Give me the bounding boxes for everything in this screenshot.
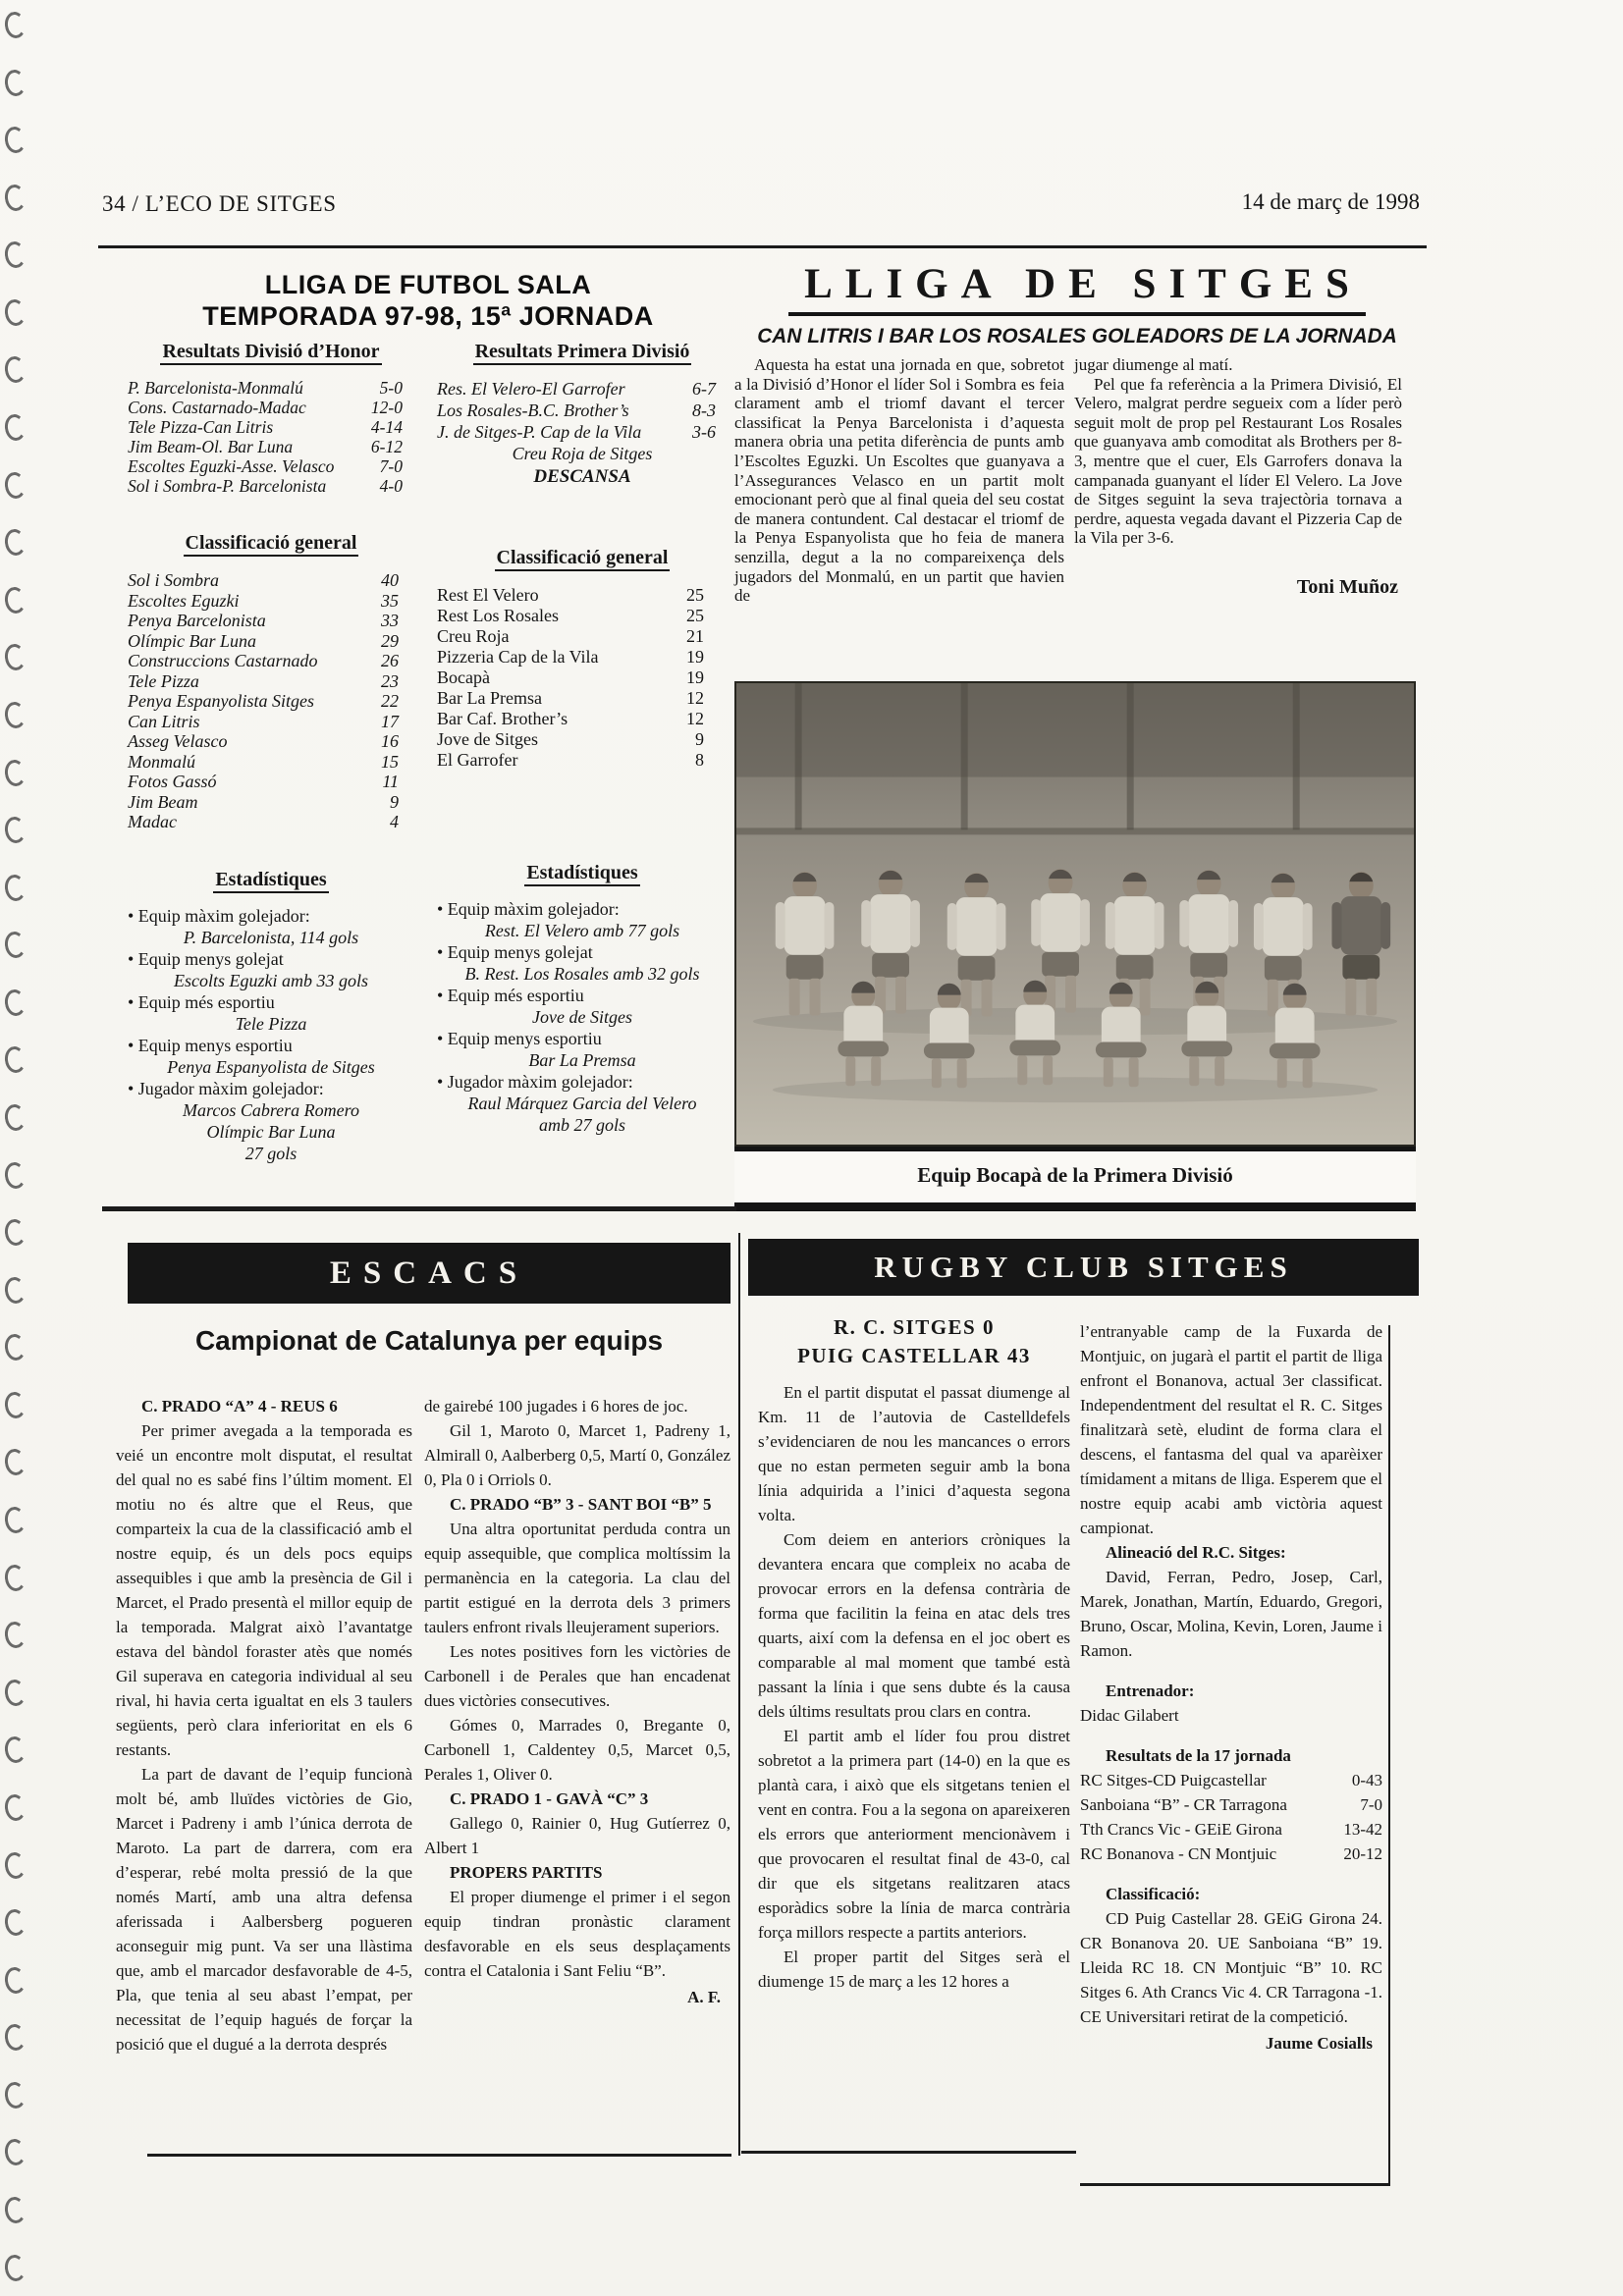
text-block: David, Ferran, Pedro, Josep, Carl, Marek, Jonathan, Martín, Eduardo, Gregori, Bruno, Oscar, Molina, Kevin, Loren, Jaume i Ramon. bbox=[1080, 1568, 1382, 1660]
primera-results-list bbox=[437, 378, 728, 443]
classification-row bbox=[437, 729, 728, 750]
text-block: El proper diumenge el primer i el segon equip tindran pronàstic clarament desfavorable en els seus desplaçaments contra el Catalonia i Sant Feliu “B”. bbox=[424, 1888, 730, 1980]
match-score: 5-0 bbox=[379, 378, 403, 398]
vertical-rule-right bbox=[1388, 1325, 1390, 2185]
escacs-column-2 bbox=[424, 1394, 730, 2026]
classification-row bbox=[437, 626, 728, 647]
classification-row bbox=[437, 750, 728, 771]
text-block: El proper partit del Sitges serà el diumenge 15 de març a les 12 hores a bbox=[758, 1948, 1070, 1991]
team-name: El Garrofer bbox=[437, 750, 518, 770]
binding-ring-mark bbox=[3, 355, 27, 385]
stat-line: • Equip més esportiu bbox=[437, 986, 584, 1005]
rugby-results-list bbox=[1080, 1768, 1382, 1866]
text-block: Classificació: bbox=[1106, 1885, 1201, 1903]
match-teams: Escoltes Eguzki-Asse. Velasco bbox=[128, 456, 335, 476]
match-teams: Sanboiana “B” - CR Tarragona bbox=[1080, 1795, 1287, 1814]
team-points: 19 bbox=[686, 647, 704, 667]
team-name: Bar La Premsa bbox=[437, 688, 542, 708]
match-score: 7-0 bbox=[379, 456, 403, 476]
stat-line: Escolts Eguzki amb 33 gols bbox=[174, 970, 368, 990]
classification-row bbox=[437, 667, 728, 688]
escacs-subtitle: Campionat de Catalunya per equips bbox=[194, 1325, 664, 1356]
stat-line: • Equip menys golejat bbox=[437, 942, 593, 962]
header-rule bbox=[98, 245, 1427, 248]
team-photo bbox=[734, 681, 1416, 1147]
classification-row bbox=[128, 752, 414, 773]
stat-line: amb 27 gols bbox=[538, 1115, 625, 1135]
match-score: 13-42 bbox=[1343, 1820, 1382, 1839]
team-name: Rest El Velero bbox=[437, 585, 539, 605]
team-name: Creu Roja bbox=[437, 626, 510, 646]
classification-row bbox=[128, 570, 414, 591]
binding-ring-mark bbox=[3, 2138, 27, 2167]
text-block: El partit amb el líder fou prou distret sobretot a la primera part (14-0) en la que es plantà cara, i això que els sitgetans tenien el vent en contra. Fou a la segona on apareixeren els errors que anteriorment mencionàvem i que provocaren el resultat final de 43-0, cal dir que els sitgetans realitzaren atacs esporàdics sobre la línia de marca contrària força millors respecte a partits anteriors. bbox=[758, 1727, 1070, 1942]
classification-row bbox=[437, 606, 728, 626]
classification-row bbox=[128, 712, 414, 732]
binding-ring-mark bbox=[3, 1448, 27, 1477]
article-byline: Toni Muñoz bbox=[1296, 575, 1398, 598]
team-points: 15 bbox=[381, 751, 399, 772]
team-points: 40 bbox=[381, 570, 399, 590]
team-name: Penya Barcelonista bbox=[128, 611, 266, 630]
classification-row bbox=[128, 772, 414, 792]
team-name: Construccions Castarnado bbox=[128, 651, 318, 670]
article-paragraph: Pel que fa referència a la Primera Divisió, El Velero, malgrat perdre segueix com a líder però seguit molt de prop pel Restaurant Los Rosales que guanyava amb comoditat als Brothers per 8-3, mentre que el cuer, Els Garrofers donava la campanada guanyant el líder El Velero. La Jove de Sitges seguint la seva trajectòria tornava a perdre, aquesta vegada davant el Pizzeria Cap de la Vila per 3-6. bbox=[1074, 374, 1402, 548]
classification-row bbox=[437, 647, 728, 667]
match-score: 4-14 bbox=[370, 417, 403, 437]
text-block: Alineació del R.C. Sitges: bbox=[1106, 1543, 1286, 1562]
binding-ring-mark bbox=[3, 183, 27, 212]
binding-ring-mark bbox=[3, 931, 27, 960]
team-points: 9 bbox=[695, 729, 704, 749]
bottom-rule-escacs bbox=[147, 2154, 731, 2157]
text-block: Resultats de la 17 jornada bbox=[1106, 1746, 1291, 1765]
team-name: Sol i Sombra bbox=[128, 570, 220, 590]
team-name: Escoltes Eguzki bbox=[128, 590, 240, 611]
team-points: 17 bbox=[381, 711, 399, 731]
match-teams: J. de Sitges-P. Cap de la Vila bbox=[437, 422, 642, 442]
text-block: l’entranyable camp de la Fuxarda de Montjuic, on jugarà el partit el partit de lliga enfront el Bonanova, actual 3er classificat. Independentment del resultat el R. C. Sitges finalitzarà setè, eludint de forma clara el descens, el fantasma del qual va aparèixer tímidament a mitans de lliga. Esperem que el nostre equip acabi amb victòria aquest campionat. bbox=[1080, 1322, 1382, 1537]
text-block: C. PRADO “B” 3 - SANT BOI “B” 5 bbox=[450, 1495, 712, 1514]
binding-ring-mark bbox=[3, 1850, 27, 1880]
honor-results-heading: Resultats Divisió d’Honor bbox=[128, 340, 414, 363]
classification-row bbox=[128, 792, 414, 813]
classification-row bbox=[128, 812, 414, 832]
stat-line: P. Barcelonista, 114 gols bbox=[183, 927, 359, 947]
binding-ring-mark bbox=[3, 1621, 27, 1650]
team-name: Rest Los Rosales bbox=[437, 606, 559, 625]
match-teams: Los Rosales-B.C. Brother’s bbox=[437, 400, 629, 420]
classification-row bbox=[437, 585, 728, 606]
classification-row bbox=[128, 651, 414, 671]
match-score: 12-0 bbox=[370, 398, 403, 417]
text-block: C. PRADO “A” 4 - REUS 6 bbox=[141, 1397, 338, 1415]
match-score: 6-12 bbox=[370, 437, 403, 456]
rugby-result-row bbox=[1080, 1792, 1382, 1817]
team-points: 22 bbox=[381, 691, 399, 711]
honor-stats-list bbox=[128, 905, 414, 1164]
result-row bbox=[128, 378, 414, 398]
stat-line: Jove de Sitges bbox=[532, 1007, 632, 1027]
binding-ring-mark bbox=[3, 1678, 27, 1707]
binding-ring-mark bbox=[3, 988, 27, 1017]
team-name: Asseg Velasco bbox=[128, 731, 228, 751]
rugby-banner: RUGBY CLUB SITGES bbox=[748, 1239, 1419, 1296]
binding-ring-mark bbox=[3, 816, 27, 845]
text-block: Didac Gilabert bbox=[1080, 1706, 1179, 1725]
classification-row bbox=[128, 591, 414, 612]
stat-line: • Equip màxim golejador: bbox=[128, 905, 310, 926]
match-score: 6-7 bbox=[692, 379, 716, 399]
team-name: Monmalú bbox=[128, 751, 195, 772]
text-block: Gil 1, Maroto 0, Marcet 1, Padreny 1, Almirall 0, Aalberberg 0,5, Martí 0, González 0, Pla 0 i Orriols 0. bbox=[424, 1421, 730, 1489]
text-block: Com deiem en anteriors cròniques la devantera encara que compleix no acaba de provocar errors en la defensa contrària de forma que facilitin la feina en atac dels tres quarts, així com la defensa en el joc obert es comparable al mal moment que també està passant la línia i que sens dubte és la causa dels últims resultats prou clars en contra. bbox=[758, 1530, 1070, 1721]
futsal-title-line1: LLIGA DE FUTBOL SALA bbox=[264, 270, 592, 299]
team-points: 16 bbox=[381, 731, 399, 751]
rugby-match-line2: PUIG CASTELLAR 43 bbox=[797, 1344, 1031, 1367]
classification-row bbox=[437, 709, 728, 729]
team-points: 25 bbox=[686, 585, 704, 605]
rest-note-team: Creu Roja de Sitges bbox=[512, 444, 653, 463]
binding-ring-mark bbox=[3, 413, 27, 443]
match-score: 3-6 bbox=[692, 422, 716, 442]
stat-line: • Equip menys esportiu bbox=[437, 1029, 602, 1048]
team-name: Pizzeria Cap de la Vila bbox=[437, 647, 599, 667]
primera-stats-heading: Estadístiques bbox=[437, 861, 728, 884]
binding-ring-mark bbox=[3, 1563, 27, 1592]
photo-caption: Equip Bocapà de la Primera Divisió bbox=[734, 1147, 1416, 1211]
team-points: 12 bbox=[686, 709, 704, 728]
classification-row bbox=[128, 691, 414, 712]
binding-ring-mark bbox=[3, 68, 27, 97]
escacs-banner: ESCACS bbox=[128, 1243, 730, 1304]
rugby-column-2-top bbox=[1080, 1319, 1382, 1768]
team-name: Jim Beam bbox=[128, 791, 198, 812]
rugby-column-2-bottom bbox=[1080, 1882, 1382, 2056]
match-teams: Jim Beam-Ol. Bar Luna bbox=[128, 437, 294, 456]
text-block: Gallego 0, Rainier 0, Hug Gutíerrez 0, Albert 1 bbox=[424, 1814, 730, 1857]
binding-ring-mark bbox=[3, 1965, 27, 1995]
binding-ring-mark bbox=[3, 240, 27, 270]
stat-line: Tele Pizza bbox=[235, 1013, 307, 1034]
text-block: Una altra oportunitat perduda contra un equip assequible, que complica moltíssim la permanència en la categoria. La clau del partit estigué en la derrota dels 3 primers taulers enfront rivals lleujerament superiors. bbox=[424, 1520, 730, 1636]
classification-row bbox=[437, 688, 728, 709]
team-points: 21 bbox=[686, 626, 704, 646]
rugby-column-1 bbox=[758, 1380, 1070, 1994]
stat-line: Penya Espanyolista de Sitges bbox=[167, 1056, 375, 1077]
binding-ring-mark bbox=[3, 585, 27, 614]
match-teams: RC Sitges-CD Puigcastellar bbox=[1080, 1771, 1267, 1789]
text-block: CD Puig Castellar 28. GEiG Girona 24. CR Bonanova 20. UE Sanboiana “B” 19. Lleida RC 18. CN Montjuic “B” 10. RC Sitges 6. Ath Crancs Vic 4. CR Tarragona -1. CE Universitari retirat de la competició. bbox=[1080, 1909, 1382, 2026]
primera-classification-list bbox=[437, 585, 728, 771]
team-name: Jove de Sitges bbox=[437, 729, 538, 749]
stat-line: Marcos Cabrera Romero bbox=[183, 1099, 359, 1120]
binding-ring-mark bbox=[3, 2023, 27, 2053]
binding-ring-mark bbox=[3, 298, 27, 328]
team-points: 33 bbox=[381, 611, 399, 630]
stat-line: B. Rest. Los Rosales amb 32 gols bbox=[464, 964, 700, 984]
lliga-subheadline: CAN LITRIS I BAR LOS ROSALES GOLEADORS DE LA JORNADA bbox=[757, 324, 1397, 347]
result-row bbox=[437, 421, 728, 443]
result-row bbox=[437, 400, 728, 421]
honor-classification-list bbox=[128, 570, 414, 832]
binding-ring-mark bbox=[3, 1908, 27, 1938]
binding-ring-mark bbox=[3, 528, 27, 558]
futsal-honor-column bbox=[128, 340, 414, 1164]
lliga-article-column-1 bbox=[734, 355, 1064, 606]
binding-ring-mark bbox=[3, 1333, 27, 1362]
rest-note-status: DESCANSA bbox=[533, 466, 631, 487]
binding-ring-mark bbox=[3, 11, 27, 40]
match-teams: Tele Pizza-Can Litris bbox=[128, 417, 274, 437]
match-teams: Cons. Castarnado-Madac bbox=[128, 398, 306, 417]
lliga-headline: LLIGA DE SITGES bbox=[788, 261, 1366, 316]
team-name: Can Litris bbox=[128, 711, 200, 731]
section-divider bbox=[102, 1206, 736, 1211]
binding-ring-mark bbox=[3, 1218, 27, 1248]
team-points: 11 bbox=[382, 772, 399, 791]
binding-ring-mark bbox=[3, 2253, 27, 2282]
binding-ring-mark bbox=[3, 126, 27, 155]
team-points: 23 bbox=[381, 670, 399, 691]
stat-line: • Jugador màxim golejador: bbox=[437, 1072, 633, 1092]
team-photo-illustration bbox=[736, 683, 1414, 1145]
team-name: Olímpic Bar Luna bbox=[128, 630, 257, 651]
binding-ring-mark bbox=[3, 1160, 27, 1190]
escacs-column-1 bbox=[116, 1394, 412, 2056]
stat-line: 27 gols bbox=[244, 1143, 298, 1163]
text-block: PROPERS PARTITS bbox=[450, 1863, 603, 1882]
article-paragraph: Aquesta ha estat una jornada en que, sobretot a la Divisió d’Honor el líder Sol i Sombra es feia clarament amb el triomf davant el tercer classificat la Penya Barcelonista i d’aquesta manera obria una petita diferència de punts amb l’Escoltes Eguzki. Un Escoltes que guanyava a l’Assegurances Velasco en un partit molt emocionant però que al final queia del seu costat de manera contundent. Cal destacar el triomf de la Penya Espanyolista que ho feia de manera senzilla, degut a la no compareixença dels jugadors del Monmalú, en un partit que havien de bbox=[734, 355, 1064, 606]
rugby-result-row bbox=[1080, 1842, 1382, 1866]
match-score: 20-12 bbox=[1343, 1844, 1382, 1863]
text-block: La part de davant de l’equip funcionà molt bé, amb lluïdes victòries de Gio, Marcet i Padreny i amb l’única derrota de Maroto. La part de darrera, com era d’esperar, rebé molta pressió de la que només Martí, amb una altra defensa aferissada i Aalbersberg pogueren aconseguir mig punt. Va ser una llàstima que, amb el marcador desfavorable de 4-5, Pla, que tenia al seu abast l’empat, per necessitat de l’equip hagués de forçar la posició que el dugué a la derrota després bbox=[116, 1765, 412, 2054]
stat-line: • Equip més esportiu bbox=[128, 991, 275, 1012]
rugby-result-row bbox=[1080, 1768, 1382, 1792]
classification-row bbox=[128, 611, 414, 631]
binding-ring-mark bbox=[3, 701, 27, 730]
primera-stats-list bbox=[437, 898, 728, 1136]
team-points: 26 bbox=[381, 651, 399, 670]
match-teams: RC Bonanova - CN Montjuic bbox=[1080, 1844, 1277, 1863]
lliga-article-column-2 bbox=[1074, 355, 1402, 599]
text-block: Per primer avegada a la temporada es veié un encontre molt disputat, el resultat del qual no es sabé fins l’últim moment. El motiu no és altre que el Reus, que comparteix la cua de la classificació amb el nostre equip, és un dels pocs equips assequibles i que amb la presència de Gil i Marcet, el Prado presentà el millor equip de la temporada. Malgrat això l’avantatge estava del bàndol foraster atès que només Gil superava en categoria individual al seu rival, hi havia certa igualtat en els 3 taulers següents, però clara inferioritat en els 6 restants. bbox=[116, 1421, 412, 1759]
binding-ring-mark bbox=[3, 1391, 27, 1420]
binding-ring-mark bbox=[3, 2196, 27, 2225]
text-block: En el partit disputat el passat diumenge al Km. 11 de l’autovia de Castelldefels s’evidenciaren de nou les mancances o errors que no estan permeten seguir amb la bona línia adquirida a l’inici d’aquesta segona volta. bbox=[758, 1383, 1070, 1524]
team-points: 29 bbox=[381, 630, 399, 651]
classification-row bbox=[128, 671, 414, 692]
binding-marks bbox=[5, 12, 32, 2281]
match-teams: Res. El Velero-El Garrofer bbox=[437, 379, 625, 399]
lliga-headline-wrap bbox=[738, 261, 1416, 316]
rugby-column-2 bbox=[1080, 1319, 1382, 2072]
team-name: Bocapà bbox=[437, 667, 490, 687]
team-points: 8 bbox=[695, 750, 704, 770]
text-block: de gairebé 100 jugades i 6 hores de joc. bbox=[424, 1397, 688, 1415]
futsal-section-title bbox=[128, 269, 729, 332]
primera-results-heading: Resultats Primera Divisió bbox=[437, 340, 728, 363]
result-row bbox=[128, 476, 414, 496]
rugby-result-row bbox=[1080, 1817, 1382, 1842]
issue-date: 14 de març de 1998 bbox=[1241, 189, 1420, 214]
primera-classification-heading: Classificació general bbox=[437, 546, 728, 569]
stat-line: • Equip màxim golejador: bbox=[437, 899, 620, 919]
bottom-rule-rugby-col2 bbox=[1080, 2183, 1390, 2186]
rugby-match-line1: R. C. SITGES 0 bbox=[834, 1315, 995, 1339]
bottom-rule-rugby-col1 bbox=[741, 2151, 1076, 2154]
binding-ring-mark bbox=[3, 1103, 27, 1133]
stat-line: Bar La Premsa bbox=[528, 1050, 636, 1070]
team-name: Tele Pizza bbox=[128, 670, 199, 691]
futsal-primera-column bbox=[437, 340, 728, 1136]
match-teams: P. Barcelonista-Monmalú bbox=[128, 378, 303, 398]
article-paragraph: jugar diumenge al matí. bbox=[1074, 355, 1233, 374]
team-points: 4 bbox=[390, 812, 399, 831]
team-points: 12 bbox=[686, 688, 704, 708]
binding-ring-mark bbox=[3, 758, 27, 787]
binding-ring-mark bbox=[3, 1793, 27, 1823]
result-row bbox=[437, 378, 728, 400]
stat-line: Olímpic Bar Luna bbox=[206, 1121, 336, 1142]
binding-ring-mark bbox=[3, 1506, 27, 1535]
result-row bbox=[128, 398, 414, 417]
team-name: Bar Caf. Brother’s bbox=[437, 709, 568, 728]
classification-row bbox=[128, 731, 414, 752]
binding-ring-mark bbox=[3, 470, 27, 500]
match-teams: Tth Crancs Vic - GEiE Girona bbox=[1080, 1820, 1282, 1839]
honor-classification-heading: Classificació general bbox=[128, 531, 414, 555]
rugby-match-heading bbox=[758, 1313, 1070, 1370]
text-block: C. PRADO 1 - GAVÀ “C” 3 bbox=[450, 1789, 649, 1808]
text-block: Jaume Cosialls bbox=[1265, 2034, 1373, 2053]
match-score: 4-0 bbox=[379, 476, 403, 496]
futsal-title-line2: TEMPORADA 97-98, 15ª JORNADA bbox=[202, 301, 654, 331]
binding-ring-mark bbox=[3, 1735, 27, 1765]
team-points: 25 bbox=[686, 606, 704, 625]
team-points: 35 bbox=[381, 590, 399, 611]
team-points: 19 bbox=[686, 667, 704, 687]
text-block: Gómes 0, Marrades 0, Bregante 0, Carbonell 1, Caldentey 0,5, Marcet 0,5, Perales 1, Oliver 0. bbox=[424, 1716, 730, 1784]
binding-ring-mark bbox=[3, 643, 27, 672]
text-block: A. F. bbox=[687, 1988, 721, 2006]
match-score: 7-0 bbox=[1360, 1795, 1382, 1814]
stat-line: • Jugador màxim golejador: bbox=[128, 1078, 324, 1098]
stat-line: • Equip menys esportiu bbox=[128, 1035, 293, 1055]
match-score: 8-3 bbox=[692, 400, 716, 420]
text-block: Les notes positives forn les victòries de Carbonell i de Perales que han encadenat dues victòries consecutives. bbox=[424, 1642, 730, 1710]
binding-ring-mark bbox=[3, 873, 27, 902]
vertical-rule-left bbox=[738, 1233, 740, 2156]
binding-ring-mark bbox=[3, 1275, 27, 1305]
team-points: 9 bbox=[390, 791, 399, 812]
masthead: 34 / L’ECO DE SITGES bbox=[102, 191, 337, 216]
stat-line: • Equip menys golejat bbox=[128, 948, 284, 969]
team-name: Madac bbox=[128, 812, 177, 831]
team-name: Fotos Gassó bbox=[128, 772, 217, 791]
honor-results-list bbox=[128, 378, 414, 496]
stat-line: Rest. El Velero amb 77 gols bbox=[484, 921, 680, 940]
stat-line: Raul Márquez Garcia del Velero bbox=[467, 1094, 697, 1113]
match-teams: Sol i Sombra-P. Barcelonista bbox=[128, 476, 327, 496]
result-row bbox=[128, 417, 414, 437]
honor-stats-heading: Estadístiques bbox=[128, 868, 414, 891]
match-score: 0-43 bbox=[1351, 1771, 1382, 1789]
binding-ring-mark bbox=[3, 1045, 27, 1075]
text-block: Entrenador: bbox=[1106, 1682, 1195, 1700]
result-row bbox=[128, 437, 414, 456]
result-row bbox=[128, 456, 414, 476]
team-name: Penya Espanyolista Sitges bbox=[128, 691, 314, 711]
classification-row bbox=[128, 631, 414, 652]
binding-ring-mark bbox=[3, 2080, 27, 2109]
